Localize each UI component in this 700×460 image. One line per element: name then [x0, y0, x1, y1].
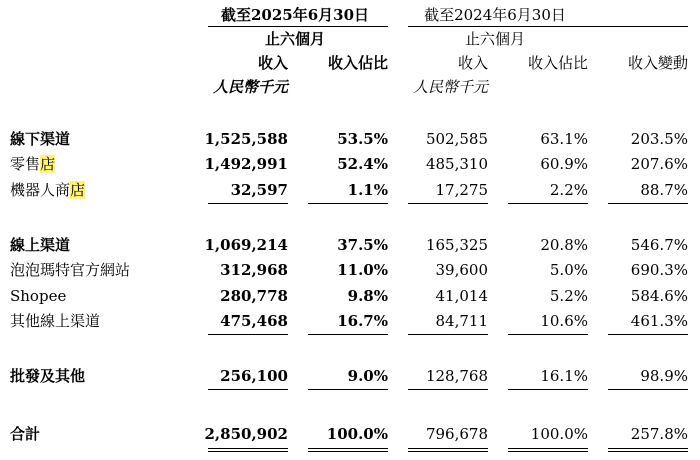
row-label-shopee: Shopee — [10, 287, 67, 305]
robot-rev-2024: 17,275 — [435, 181, 488, 199]
shopee-share-2025: 9.8% — [347, 287, 388, 305]
rule — [208, 203, 288, 204]
popmart-share-2025: 11.0% — [337, 261, 388, 279]
rule — [308, 203, 388, 204]
total-change: 257.8% — [630, 425, 688, 443]
total-rev-2024: 796,678 — [425, 425, 488, 443]
rule — [508, 334, 588, 335]
online-share-2025: 37.5% — [337, 236, 388, 254]
rule — [608, 389, 688, 390]
header-rule-2024 — [408, 26, 688, 27]
rule — [308, 389, 388, 390]
popmart-share-2024: 5.0% — [549, 261, 588, 279]
rule — [308, 334, 388, 335]
robot-change: 88.7% — [640, 181, 688, 199]
retail-share-2024: 60.9% — [540, 155, 588, 173]
row-label-wholesale: 批發及其他 — [10, 367, 86, 385]
popmart-rev-2025: 312,968 — [220, 261, 288, 279]
rule — [608, 203, 688, 204]
double-rule — [608, 448, 688, 452]
shopee-share-2024: 5.2% — [549, 287, 588, 305]
col-revenue-2025: 收入 — [257, 54, 288, 72]
row-label-total: 合計 — [10, 425, 41, 443]
period-2024-header: 截至2024年6月30日 — [424, 6, 566, 24]
popmart-change: 690.3% — [630, 261, 688, 279]
highlight-mark: 店 — [70, 181, 86, 199]
offline-share-2024: 63.1% — [540, 130, 588, 148]
wholesale-rev-2024: 128,768 — [425, 367, 488, 385]
robot-share-2025: 1.1% — [347, 181, 388, 199]
period-2024-subheader: 止六個月 — [464, 30, 525, 48]
total-share-2025: 100.0% — [326, 425, 388, 443]
rule — [508, 203, 588, 204]
other-share-2024: 10.6% — [540, 312, 588, 330]
online-rev-2025: 1,069,214 — [204, 236, 288, 254]
shopee-rev-2025: 280,778 — [220, 287, 288, 305]
row-label-other-online: 其他線上渠道 — [10, 312, 101, 330]
unit-2025: 人民幣千元 — [212, 78, 288, 96]
online-change: 546.7% — [630, 236, 688, 254]
online-rev-2024: 165,325 — [425, 236, 488, 254]
double-rule — [508, 448, 588, 452]
col-share-2025: 收入佔比 — [327, 54, 388, 72]
col-revenue-2024: 收入 — [457, 54, 488, 72]
highlight-mark: 店 — [40, 155, 56, 173]
unit-2024: 人民幣千元 — [412, 78, 488, 96]
retail-rev-2024: 485,310 — [425, 155, 488, 173]
robot-share-2024: 2.2% — [549, 181, 588, 199]
retail-rev-2025: 1,492,991 — [204, 155, 288, 173]
double-rule — [408, 448, 488, 452]
double-rule — [308, 448, 388, 452]
other-share-2025: 16.7% — [337, 312, 388, 330]
row-label-popmart-website: 泡泡瑪特官方網站 — [10, 261, 131, 279]
offline-share-2025: 53.5% — [337, 130, 388, 148]
header-rule-2025 — [208, 26, 388, 27]
period-2025-subheader: 止六個月 — [264, 30, 325, 48]
wholesale-change: 98.9% — [640, 367, 688, 385]
col-share-2024: 收入佔比 — [527, 54, 588, 72]
row-label-retail: 零售店 — [10, 155, 56, 173]
online-share-2024: 20.8% — [540, 236, 588, 254]
other-rev-2025: 475,468 — [220, 312, 288, 330]
rule — [608, 334, 688, 335]
total-share-2024: 100.0% — [530, 425, 588, 443]
col-change: 收入變動 — [627, 54, 688, 72]
rule — [208, 389, 288, 390]
offline-change: 203.5% — [630, 130, 688, 148]
other-rev-2024: 84,711 — [435, 312, 488, 330]
rule — [508, 389, 588, 390]
wholesale-share-2024: 16.1% — [540, 367, 588, 385]
rule — [208, 334, 288, 335]
retail-share-2025: 52.4% — [337, 155, 388, 173]
shopee-rev-2024: 41,014 — [435, 287, 488, 305]
other-change: 461.3% — [630, 312, 688, 330]
robot-rev-2025: 32,597 — [230, 181, 288, 199]
retail-change: 207.6% — [630, 155, 688, 173]
row-label-robot-shop: 機器人商店 — [10, 181, 86, 199]
popmart-rev-2024: 39,600 — [435, 261, 488, 279]
wholesale-rev-2025: 256,100 — [220, 367, 288, 385]
period-2025-header: 截至2025年6月30日 — [220, 6, 370, 24]
wholesale-share-2025: 9.0% — [347, 367, 388, 385]
row-label-offline: 線下渠道 — [10, 130, 71, 148]
row-label-online: 線上渠道 — [10, 236, 71, 254]
rule — [408, 203, 488, 204]
rule — [408, 334, 488, 335]
total-rev-2025: 2,850,902 — [204, 425, 288, 443]
offline-rev-2024: 502,585 — [425, 130, 488, 148]
shopee-change: 584.6% — [630, 287, 688, 305]
rule — [408, 389, 488, 390]
double-rule — [208, 448, 288, 452]
offline-rev-2025: 1,525,588 — [204, 130, 288, 148]
